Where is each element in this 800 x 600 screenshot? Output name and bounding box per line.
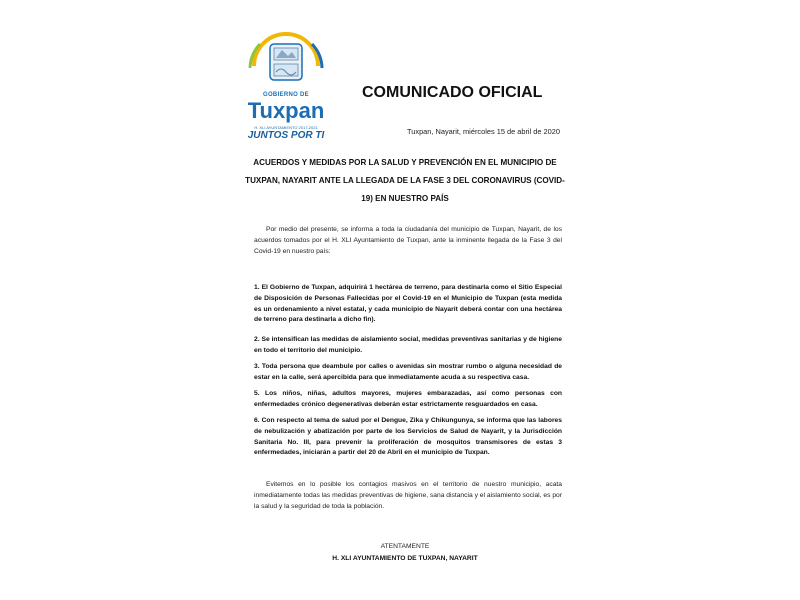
emblem-icon <box>240 22 332 94</box>
list-item: 1. El Gobierno de Tuxpan, adquirirá 1 hectárea de terreno, para destinarla como el Sitio Especial de Disposición de Personas Fallecidas por el Covid-19 en el Municipio de Tuxpan (esta medida es un ordenamiento a nivel estatal, y cada municipio de Nayarit deberá contar con una hectárea de terreno para destinarla a dicho fin). <box>254 284 562 324</box>
dateline: Tuxpan, Nayarit, miércoles 15 de abril de 2020 <box>407 127 560 136</box>
list-item: 6. Con respecto al tema de salud por el Dengue, Zika y Chikungunya, se informa que las labores de nebulización y abatización por parte de los Servicios de Salud de Nayarit, y la Jurisdicción Sanitaria No. III, para prevenir la proliferación de mosquitos transmisores de estas 3 enfermedades, iniciarán a partir del 20 de Abril en el municipio de Tuxpan. <box>254 417 562 457</box>
list-item: 2. Se intensifican las medidas de aislamiento social, medidas preventivas sanitarias y de higiene en todo el territorio del municipio. <box>254 336 562 354</box>
list-item: 3. Toda persona que deambule por calles o avenidas sin mostrar rumbo o alguna necesidad de estar en la calle, será apercibida para que inmediatamente acuda a su respectiva casa. <box>254 363 562 381</box>
logo <box>240 22 332 140</box>
intro-paragraph: Por medio del presente, se informa a toda la ciudadanía del municipio de Tuxpan, Nayarit, de los acuerdos tomados por el H. XLI Ayuntamiento de Tuxpan, ante la inminente llegada de la Fase 3 del Covid-19 en nuestro país: <box>254 226 562 255</box>
list-item: 5. Los niños, niñas, adultos mayores, mujeres embarazadas, así como personas con enfermedades crónico degenerativas deberán estar estrictamente resguardados en casa. <box>254 390 562 408</box>
document-heading: ACUERDOS Y MEDIDAS POR LA SALUD Y PREVENCIÓN EN EL MUNICIPIO DE TUXPAN, NAYARIT ANTE LA LLEGADA DE LA FASE 3 DEL CORONAVIRUS (COVID-19) EN NUESTRO PAÍS <box>245 158 565 203</box>
signature: H. XLI AYUNTAMIENTO DE TUXPAN, NAYARIT <box>332 555 478 562</box>
document-title: COMUNICADO OFICIAL <box>362 84 543 101</box>
closing-paragraph: Evitemos en lo posible los contagios masivos en el territorio de nuestro municipio, acata inmediatamente todas las medidas preventivas de higiene, sana distancia y el aislamiento social, es por la salud y la seguridad de toda la población. <box>254 481 562 510</box>
logo-administration: H. XLI AYUNTAMIENTO 2017-2021 <box>254 125 318 130</box>
logo-city-name: Tuxpan <box>247 98 325 123</box>
logo-slogan: JUNTOS POR TI <box>247 130 325 141</box>
logo-gobierno-text: GOBIERNO DE <box>263 92 309 98</box>
signoff: ATENTAMENTE <box>380 543 430 550</box>
